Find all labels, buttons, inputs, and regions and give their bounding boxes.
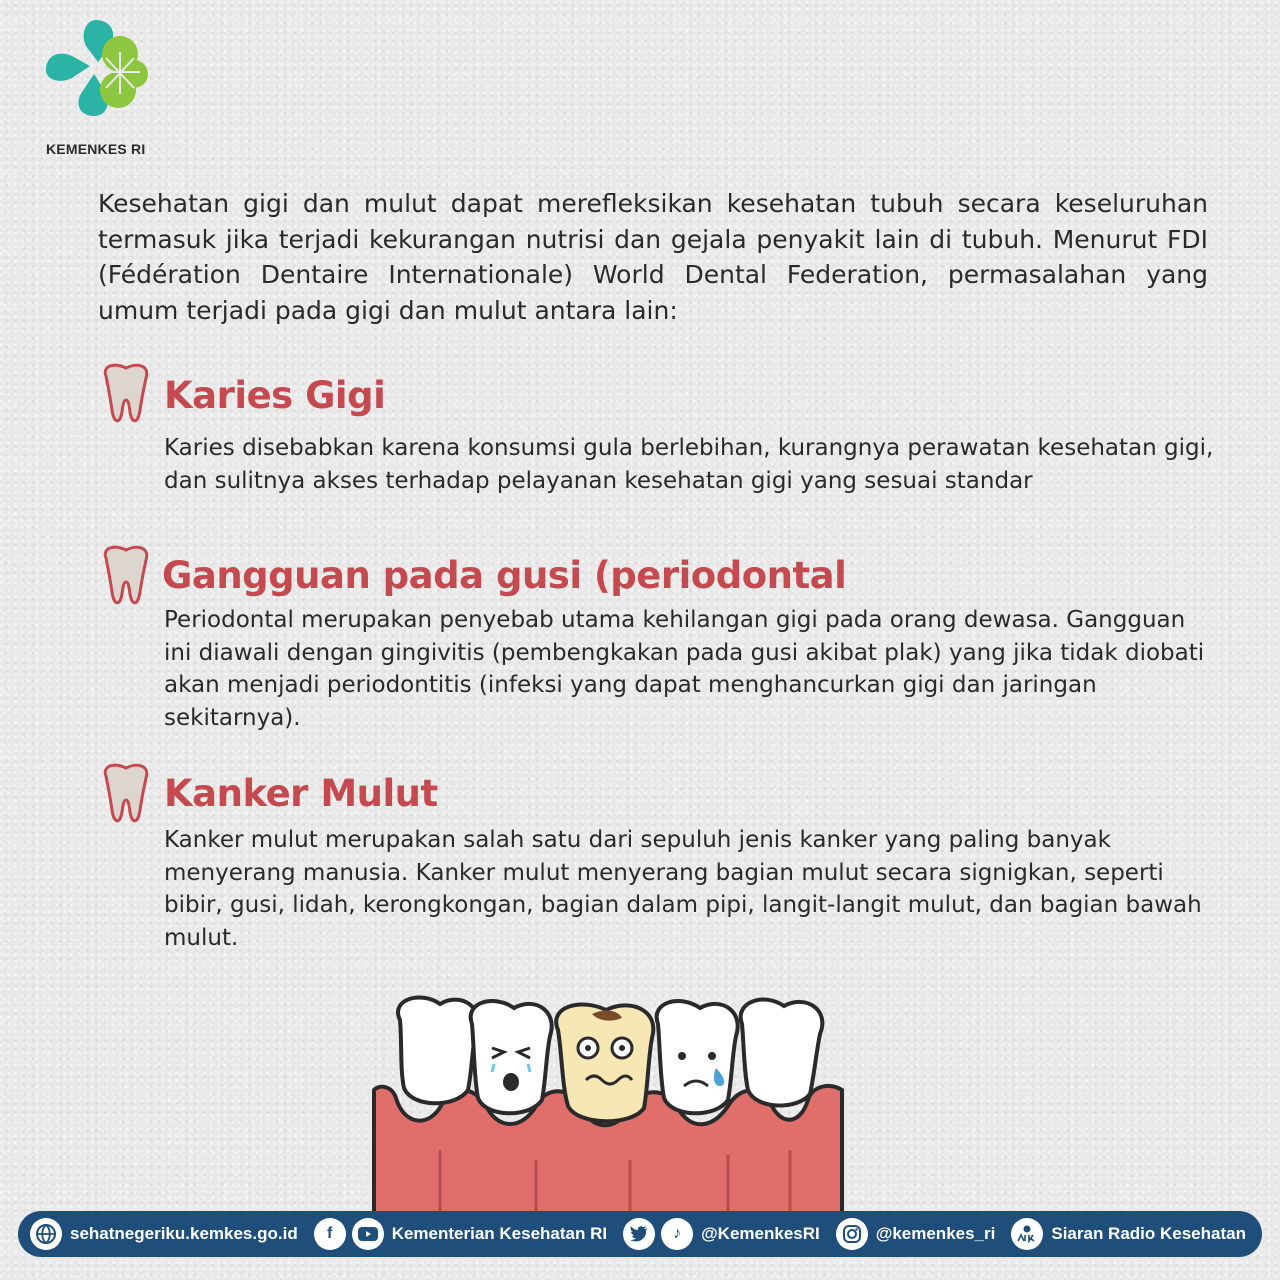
intro-paragraph: Kesehatan gigi dan mulut dapat merefleksikan kesehatan tubuh secara keseluruhan termasuk jika terjadi kekurangan nutrisi dan gejala penyakit lain di tubuh. Menurut FDI (Fédération Dentaire Internationale) World Dental Federation, permasalahan yang umum terjadi pada gigi dan mulut antara lain: — [98, 189, 1208, 325]
teeth-illustration — [360, 990, 860, 1215]
globe-icon[interactable] — [30, 1218, 62, 1250]
instagram-icon[interactable] — [836, 1218, 868, 1250]
twitter-icon[interactable] — [623, 1218, 655, 1250]
section-body-karies: Karies disebabkan karena konsumsi gula berlebihan, kurangnya perawatan kesehatan gigi, dan sulitnya akses terhadap pelayanan kesehatan gigi yang sesuai standar — [164, 435, 1214, 494]
section-title-karies: Karies Gigi — [164, 374, 386, 417]
tooth-icon — [98, 544, 154, 610]
tooth-icon — [98, 762, 154, 828]
radio-label[interactable]: Siaran Radio Kesehatan — [1051, 1224, 1246, 1243]
facebook-youtube-handle[interactable]: Kementerian Kesehatan RI — [391, 1224, 608, 1243]
section-title-periodontal: Gangguan pada gusi (periodontal — [162, 554, 847, 597]
instagram-handle[interactable]: @kemenkes_ri — [875, 1224, 996, 1243]
tooth-icon — [98, 362, 154, 428]
section-body-kanker: Kanker mulut merupakan salah satu dari sepuluh jenis kanker yang paling banyak menyerang manusia. Kanker mulut menyerang bagian mulut secara signigkan, seperti bibir, gusi, lidah, kerongkongan, bagian dalam pipi, langit-langit mulut, dan bagian bawah mulut. — [164, 827, 1202, 951]
section-body-periodontal: Periodontal merupakan penyebab utama kehilangan gigi pada orang dewasa. Gangguan ini diawali dengan gingivitis (pembengkakan pada gusi akibat plak) yang jika tidak diobati akan menjadi periodontitis (infeksi yang dapat menghancurkan gigi dan jaringan sekitarnya). — [164, 607, 1205, 731]
website-link[interactable]: sehatnegeriku.kemkes.go.id — [70, 1224, 298, 1243]
youtube-icon[interactable] — [352, 1218, 384, 1250]
kemenkes-logo — [44, 18, 154, 118]
brand-name: KEMENKES RI — [46, 141, 146, 157]
section-title-kanker: Kanker Mulut — [164, 772, 438, 815]
twitter-tiktok-handle[interactable]: @KemenkesRI — [701, 1224, 820, 1243]
radio-logo-icon[interactable] — [1011, 1218, 1043, 1250]
tiktok-icon[interactable]: ♪ — [661, 1218, 693, 1250]
footer-bar — [18, 1211, 1262, 1257]
facebook-icon[interactable]: f — [314, 1218, 346, 1250]
kemenkes-logo-icon — [44, 18, 154, 118]
